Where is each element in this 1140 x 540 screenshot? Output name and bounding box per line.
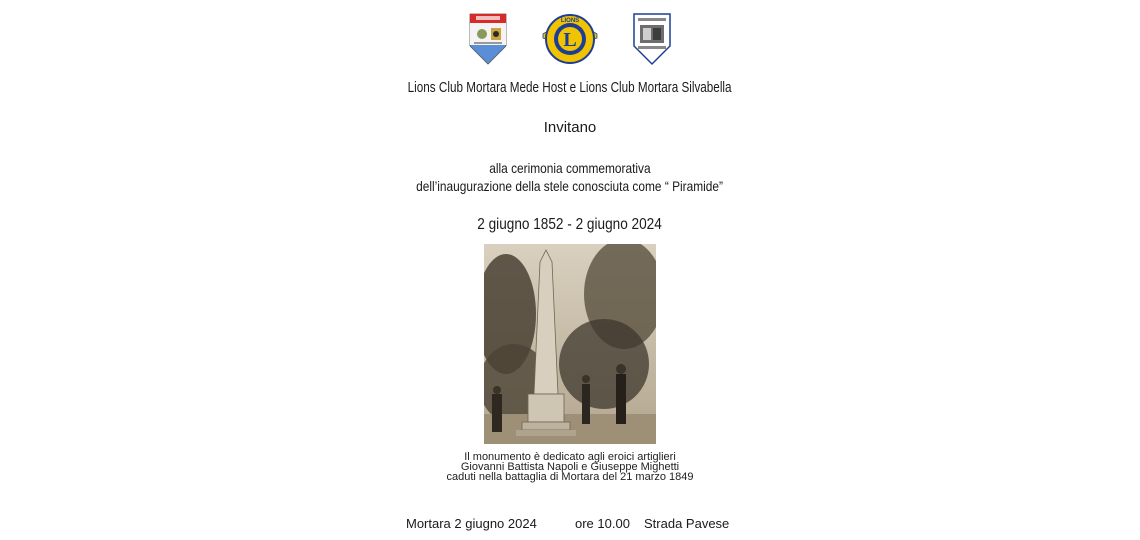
caption-line-3: caduti nella battaglia di Mortara del 21 marzo 1849 — [446, 471, 694, 483]
invitation-verb: Invitano — [543, 119, 597, 136]
ceremony-text-2: dell’inaugurazione della stele conosciuta come “ Piramide” — [416, 178, 724, 194]
lions-international-icon — [541, 12, 599, 68]
monument-photo — [484, 244, 656, 444]
ceremony-line-2 — [0, 178, 1140, 194]
caption-line-2: Giovanni Battista Napoli e Giuseppe Mighetti — [460, 461, 680, 473]
ceremony-text-1: alla cerimonia commemorativa — [489, 160, 651, 176]
lions-silvabella-emblem-icon — [632, 12, 672, 66]
anniversary-dates-text: 2 giugno 1852 - 2 giugno 2024 — [477, 216, 663, 233]
logo-row — [0, 12, 1140, 72]
caption-line-1: Il monumento è dedicato agli eroici artiglieri — [464, 451, 676, 463]
event-details — [0, 516, 1140, 532]
event-location: Strada Pavese — [644, 516, 730, 531]
organizers-line — [0, 79, 1140, 96]
anniversary-dates — [0, 216, 1140, 234]
organizers-text: Lions Club Mortara Mede Host e Lions Club Mortara Silvabella — [408, 79, 732, 96]
ceremony-line-1 — [0, 160, 1140, 176]
mortara-coat-of-arms-icon — [468, 12, 508, 66]
svg-text:LIONS: LIONS — [560, 18, 580, 24]
event-place-date: Mortara 2 giugno 2024 — [406, 516, 537, 531]
svg-text:L: L — [563, 29, 577, 51]
event-time: ore 10.00 — [575, 516, 630, 531]
